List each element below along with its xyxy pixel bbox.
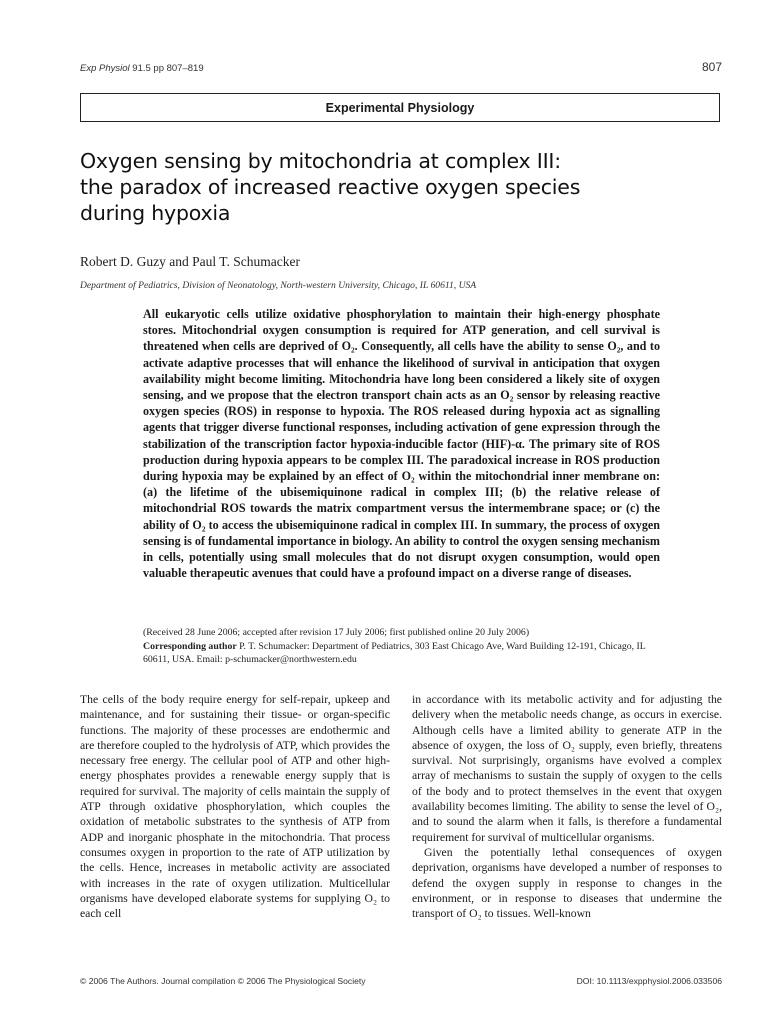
page-footer <box>80 976 722 990</box>
body-paragraph: Given the potentially lethal consequences of oxygen deprivation, organisms have developed a number of responses to defend the oxygen supply in response to changes in the environment, or in response to diseases that undermine the transport of O₂ to tissues. Well-known <box>412 845 722 921</box>
journal-name-banner <box>80 93 720 122</box>
affiliation: Department of Pediatrics, Division of Neonatology, North-western University, Chicago, IL 60611, USA <box>80 280 477 291</box>
abstract: All eukaryotic cells utilize oxidative phosphorylation to maintain their high-energy phosphate stores. Mitochondrial oxygen consumption is required for ATP generation, and cell survival is threatened when cells are deprived of O₂. Consequently, all cells have the ability to sense O₂, and to activate adaptive processes that will enhance the likelihood of survival in anticipation that oxygen availability might become limiting. Mitochondria have long been considered a likely site of oxygen sensing, and we propose that the electron transport chain acts as an O₂ sensor by releasing reactive oxygen species (ROS) in response to hypoxia. The ROS released during hypoxia act as signalling agents that trigger diverse functional responses, including activation of gene expression through the stabilization of the transcription factor hypoxia-inducible factor (HIF)-α. The primary site of ROS production during hypoxia appears to be complex III. The paradoxical increase in ROS production during hypoxia may be explained by an effect of O₂ within the mitochondrial inner membrane on: (a) the lifetime of the ubisemiquinone radical in complex III; (b) the relative release of mitochondrial ROS towards the matrix compartment versus the intermembrane space; or (c) the ability of O₂ to access the ubisemiquinone radical in complex III. In summary, the process of oxygen sensing is of fundamental importance in biology. An ability to control the oxygen sensing mechanism in cells, potentially using small molecules that do not disrupt oxygen consumption, would open valuable therapeutic avenues that could have a profound impact on a diverse range of diseases. <box>143 307 660 581</box>
corresponding-details: P. T. Schumacker: Department of Pediatrics, 303 East Chicago Ave, Ward Building 12-191, Chicago, IL 60611, USA. Email: p-schumacker@northwestern.edu <box>143 640 646 666</box>
page-number: 807 <box>701 60 722 74</box>
body-paragraph: The cells of the body require energy for self-repair, upkeep and maintenance, and for sustaining their tissue- or organ-specific functions. The majority of these processes are endothermic and are therefore coupled to the hydrolysis of ATP, which provides the necessary free energy. The cellular pool of ATP and other high-energy phosphates provides a renewable energy supply that is required for survival. The majority of cells maintain the supply of ATP through oxidative phosphorylation, which couples the oxidation of metabolic substrates to the synthesis of ATP from ADP and inorganic phosphate in the mitochondria. That process consumes oxygen in proportion to the rate of ATP utilization by the cells. Hence, increases in metabolic activity are associated with increases in the rate of oxygen utilization. Multicellular organisms have developed elaborate systems for supplying O₂ to each cell <box>80 693 390 921</box>
title-line: Oxygen sensing by mitochondria at complex III: <box>80 149 561 173</box>
article-title <box>80 148 700 226</box>
doi: DOI: 10.1113/expphysiol.2006.033506 <box>576 976 722 986</box>
citation-volume-pages: 91.5 pp 807–819 <box>129 63 204 74</box>
title-line: the paradox of increased reactive oxygen species <box>80 175 581 199</box>
corresponding-label: Corresponding author <box>143 640 237 652</box>
body-column-left <box>80 692 390 921</box>
citation <box>80 63 204 74</box>
title-line: during hypoxia <box>80 201 231 225</box>
corresponding-author <box>143 640 673 667</box>
received-dates: (Received 28 June 2006; accepted after revision 17 July 2006; first published online 20 July 2006) <box>143 627 530 638</box>
running-head <box>80 60 722 76</box>
journal-abbrev: Exp Physiol <box>80 63 130 74</box>
journal-name: Experimental Physiology <box>325 100 475 115</box>
body-column-right <box>412 692 722 921</box>
copyright: © 2006 The Authors. Journal compilation © 2006 The Physiological Society <box>80 976 366 986</box>
body-paragraph: in accordance with its metabolic activity and for adjusting the delivery when the metabolic needs change, as occurs in exercise. Although cells have a limited ability to generate ATP in the absence of oxygen, the loss of O₂ supply, even briefly, threatens survival. Not surprisingly, organisms have evolved a complex array of mechanisms to sustain the supply of oxygen to the cells of the body and to protect themselves in the event that oxygen availability becomes limiting. The ability to sense the level of O₂, and to sound the alarm when it falls, is therefore a fundamental requirement for survival of multicellular organisms. <box>412 693 722 844</box>
article-history <box>143 626 673 667</box>
authors: Robert D. Guzy and Paul T. Schumacker <box>80 254 300 269</box>
